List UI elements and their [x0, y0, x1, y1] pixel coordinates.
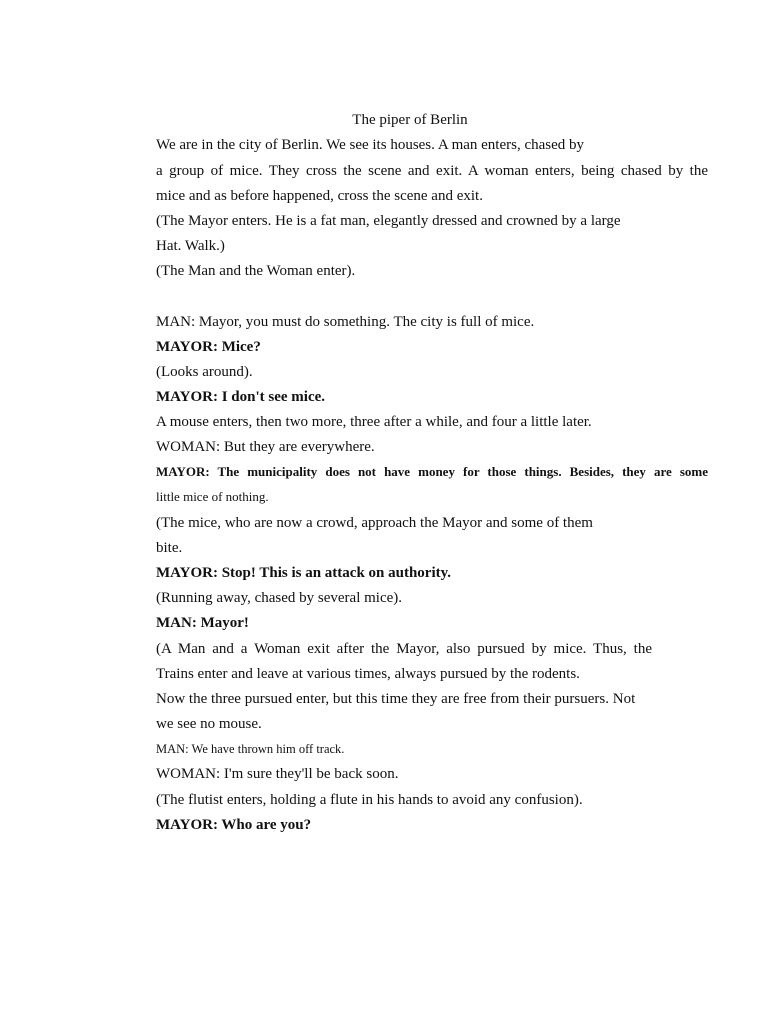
text-line: We are in the city of Berlin. We see its houses. A man enters, chased by: [156, 137, 585, 153]
stage-direction: (Looks around).: [156, 364, 253, 380]
stage-direction: (The mice, who are now a crowd, approach the Mayor and some of them: [156, 515, 593, 531]
stage-direction: bite.: [156, 540, 183, 556]
dialogue-line: MAN: Mayor!: [156, 615, 249, 631]
dialogue-line: WOMAN: I'm sure they'll be back soon.: [156, 766, 399, 782]
stage-direction: Trains enter and leave at various times, always pursued by the rodents.: [156, 666, 580, 682]
dialogue-line: little mice of nothing.: [156, 489, 269, 504]
dialogue-line: MAN: Mayor, you must do something. The city is full of mice.: [156, 314, 535, 330]
text-line: Now the three pursued enter, but this time they are free from their pursuers. Not: [156, 691, 636, 707]
dialogue-line: MAYOR: Stop! This is an attack on authority.: [156, 565, 452, 581]
text-line: A mouse enters, then two more, three after a while, and four a little later.: [156, 414, 592, 430]
text-line: Hat. Walk.): [156, 238, 225, 254]
text-line: we see no mouse.: [156, 716, 262, 732]
stage-direction: (A Man and a Woman exit after the Mayor, also pursued by mice. Thus, the: [156, 641, 652, 657]
text-line: a group of mice. They cross the scene and exit. A woman enters, being chased by the: [156, 163, 708, 179]
dialogue-line: MAYOR: Mice?: [156, 339, 261, 355]
text-line: mice and as before happened, cross the scene and exit.: [156, 188, 483, 204]
page-title: The piper of Berlin: [352, 112, 468, 128]
text-line: (The Mayor enters. He is a fat man, elegantly dressed and crowned by a large: [156, 213, 621, 229]
dialogue-line: MAYOR: The municipality does not have money for those things. Besides, they are some: [156, 464, 708, 479]
dialogue-line: MAYOR: Who are you?: [156, 817, 312, 833]
dialogue-line: MAYOR: I don't see mice.: [156, 389, 326, 405]
dialogue-line: WOMAN: But they are everywhere.: [156, 439, 375, 455]
dialogue-line: MAN: We have thrown him off track.: [156, 742, 345, 756]
stage-direction: (Running away, chased by several mice).: [156, 590, 403, 606]
stage-direction: (The flutist enters, holding a flute in his hands to avoid any confusion).: [156, 792, 583, 808]
text-line: (The Man and the Woman enter).: [156, 263, 356, 279]
